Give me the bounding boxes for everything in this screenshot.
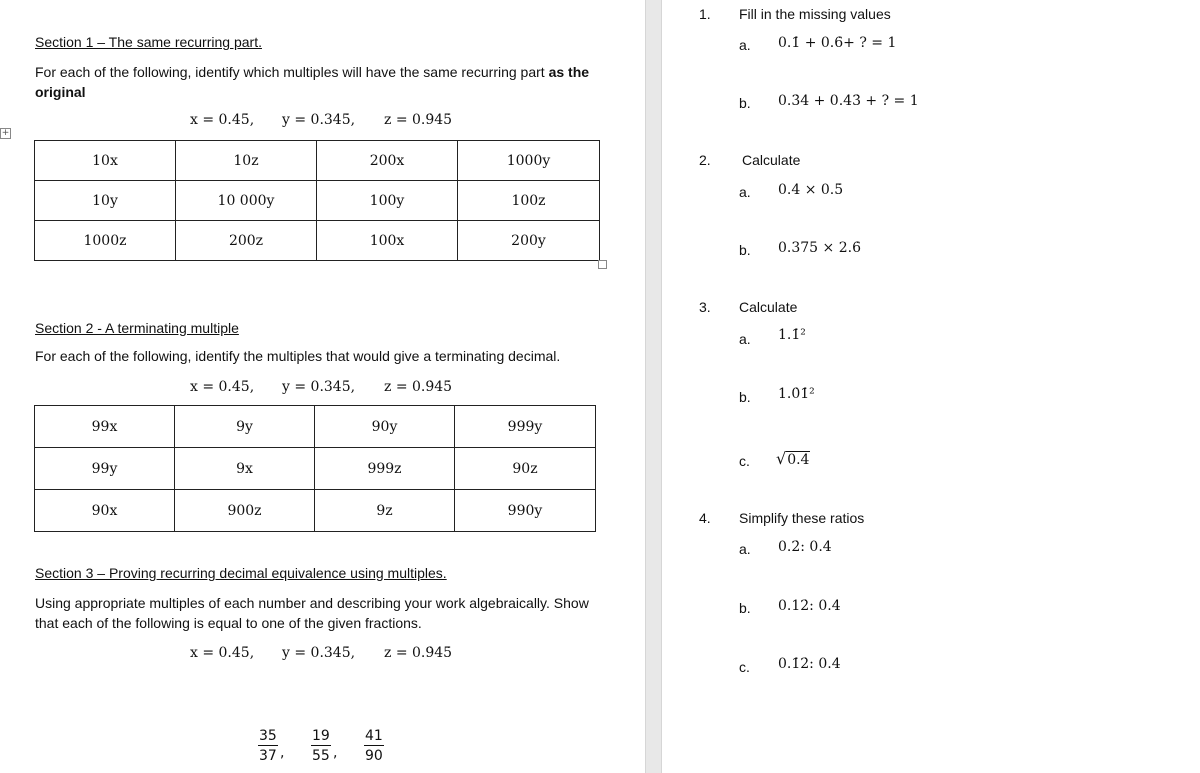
section1-instruction-text: For each of the following, identify which multiples will have the same recurring part <box>35 64 549 80</box>
question-title: Fill in the missing values <box>739 6 891 22</box>
part-label: c. <box>739 453 750 469</box>
table-row <box>35 181 600 221</box>
table-cell: 90y <box>315 406 455 448</box>
fraction-numerator: 19 <box>312 728 330 744</box>
section1-heading: Section 1 – The same recurring part. <box>35 34 262 50</box>
part-label: b. <box>739 242 751 258</box>
fraction <box>364 727 384 766</box>
question-number: 3. <box>699 299 711 315</box>
table-cell: 9y <box>175 406 315 448</box>
section3-heading: Section 3 – Proving recurring decimal equivalence using multiples. <box>35 565 447 581</box>
table-cell: 1000z <box>35 221 176 261</box>
table-cell: 200x <box>317 141 458 181</box>
sqrt-expression <box>776 449 810 468</box>
table-row <box>35 141 600 181</box>
part-label: b. <box>739 95 751 111</box>
fraction <box>311 727 331 766</box>
part-label: a. <box>739 184 751 200</box>
section1-instruction-bold: as the original <box>35 64 590 100</box>
sqrt-icon: √0.4̇ <box>776 449 810 468</box>
table-cell: 900z <box>175 490 315 532</box>
part-label: b. <box>739 389 751 405</box>
section2-instruction: For each of the following, identify the multiples that would give a terminating decimal. <box>35 348 561 364</box>
fraction <box>258 727 278 766</box>
question-title: Simplify these ratios <box>739 510 865 526</box>
section3-x-value: x = 0.45̇, <box>190 645 255 661</box>
fraction-numerator: 41 <box>365 728 383 744</box>
fraction-separator: , <box>280 745 285 761</box>
question-title: Calculate <box>739 299 798 315</box>
part-expression: 0.1̇ + 0.6̇+ ? = 1 <box>778 35 897 51</box>
table-cell: 200y <box>458 221 600 261</box>
table-cell: 10x <box>35 141 176 181</box>
part-expression: 0.2̇: 0.4̇ <box>778 539 832 555</box>
part-expression: 1.1̇² <box>778 327 806 343</box>
table-cell: 100y <box>317 181 458 221</box>
table-row <box>35 406 596 448</box>
question-number: 1. <box>699 6 711 22</box>
table-cell: 99x <box>35 406 175 448</box>
part-expression: 0.4̇ <box>787 452 810 468</box>
table-resize-handle[interactable] <box>598 260 607 269</box>
section2-z-value: z = 0.9̇45̇ <box>384 379 453 395</box>
table-cell: 90z <box>455 448 596 490</box>
question-number: 2. <box>699 152 711 168</box>
part-label: b. <box>739 600 751 616</box>
table-row <box>35 221 600 261</box>
table-cell: 10z <box>176 141 317 181</box>
table-cell: 10 000y <box>176 181 317 221</box>
table-cell: 9x <box>175 448 315 490</box>
table-cell: 100z <box>458 181 600 221</box>
section1-instruction <box>35 62 615 102</box>
section2-heading: Section 2 - A terminating multiple <box>35 320 239 336</box>
section1-x-value: x = 0.45̇, <box>190 112 255 128</box>
table-cell: 999z <box>315 448 455 490</box>
part-expression: 0.1̇2̇: 0.4̇ <box>778 656 841 672</box>
section3-instruction: Using appropriate multiples of each number and describing your work algebraically. Show that each of the following is equal to one of the given fractions. <box>35 595 589 631</box>
fraction-denominator: 55 <box>312 748 330 764</box>
part-expression: 0.375 × 2.6̇ <box>778 240 861 256</box>
part-expression: 0.12̇: 0.4̇ <box>778 598 841 614</box>
part-expression: 0.4̇ × 0.5̇ <box>778 182 844 198</box>
table-cell: 100x <box>317 221 458 261</box>
question-title: Calculate <box>742 152 801 168</box>
section1-y-value: y = 0.34̇5̇, <box>282 112 356 128</box>
section3-y-value: y = 0.34̇5̇, <box>282 645 356 661</box>
fraction-denominator: 37 <box>259 748 277 764</box>
page-gutter <box>645 0 662 773</box>
table-cell: 200z <box>176 221 317 261</box>
fraction-denominator: 90 <box>365 748 383 764</box>
table-cell: 9z <box>315 490 455 532</box>
question-number: 4. <box>699 510 711 526</box>
section2-table <box>34 405 596 532</box>
section3-z-value: z = 0.9̇45̇ <box>384 645 453 661</box>
section1-table <box>34 140 600 261</box>
table-cell: 1000y <box>458 141 600 181</box>
part-expression: 0.3̇4̇ + 0.4̇3̇ + ? = 1 <box>778 93 919 109</box>
part-label: a. <box>739 541 751 557</box>
fraction-numerator: 35 <box>259 728 277 744</box>
part-expression: 1.0̇1̇² <box>778 386 815 402</box>
table-move-handle-icon[interactable]: + <box>1 128 10 138</box>
table-row <box>35 448 596 490</box>
table-cell: 10y <box>35 181 176 221</box>
section2-x-value: x = 0.45̇, <box>190 379 255 395</box>
part-label: c. <box>739 659 750 675</box>
part-label: a. <box>739 37 751 53</box>
part-label: a. <box>739 331 751 347</box>
table-cell: 90x <box>35 490 175 532</box>
table-cell: 999y <box>455 406 596 448</box>
table-cell: 990y <box>455 490 596 532</box>
section2-y-value: y = 0.34̇5̇, <box>282 379 356 395</box>
table-cell: 99y <box>35 448 175 490</box>
section1-z-value: z = 0.9̇45̇ <box>384 112 453 128</box>
fraction-separator: , <box>333 745 338 761</box>
table-row <box>35 490 596 532</box>
